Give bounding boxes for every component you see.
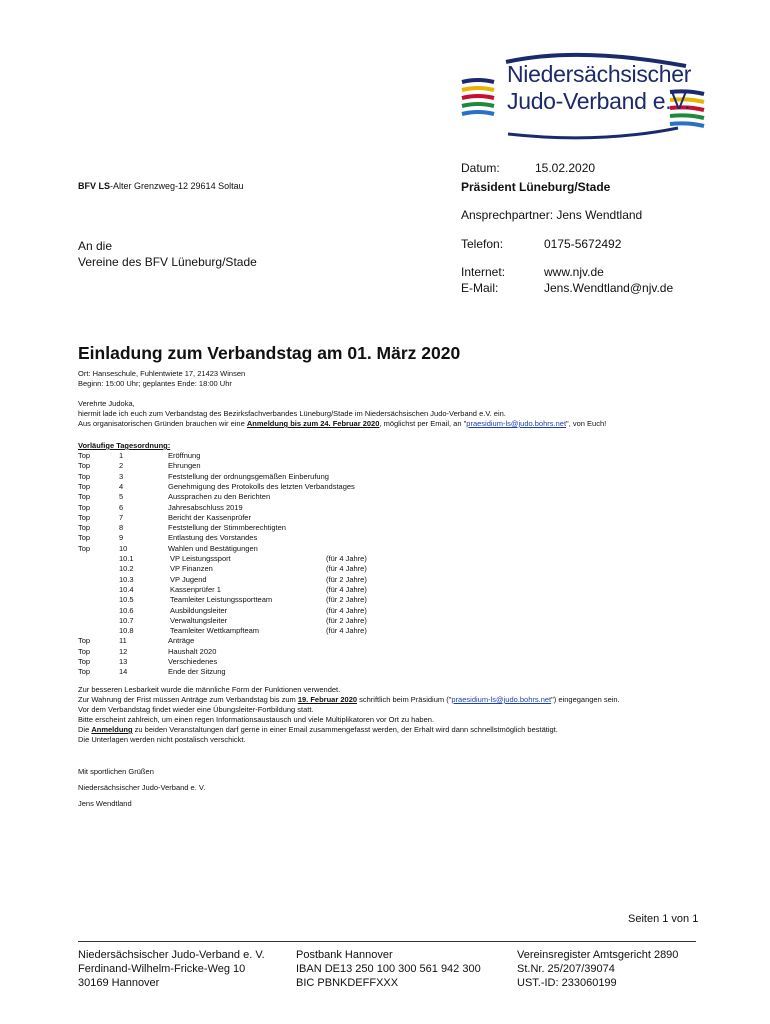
- closing-greeting: Mit sportlichen Grüßen: [78, 767, 154, 776]
- praesidium-email-link-2[interactable]: praesidium-ls@judo.bohrs.net: [451, 695, 552, 704]
- agenda-item: [78, 667, 378, 677]
- footer-col-register: [517, 948, 678, 990]
- page-number: Seiten 1 von 1: [628, 913, 699, 925]
- note-line-2-b: schriftlich beim Präsidium (": [357, 695, 452, 704]
- agenda-top-label: Top: [78, 492, 91, 502]
- agenda-item: [78, 451, 378, 461]
- agenda-item: [78, 482, 378, 492]
- contact-person: Ansprechpartner: Jens Wendtland: [461, 208, 643, 222]
- agenda-item: [78, 461, 378, 471]
- intro-line-2: [78, 419, 606, 429]
- note-line-2-c: ") eingegangen sein.: [551, 695, 620, 704]
- agenda-item: [78, 513, 378, 523]
- agenda-item-number: 10.6: [119, 605, 134, 615]
- page-title: Einladung zum Verbandstag am 01. März 2020: [78, 343, 461, 363]
- footer-register-line: St.Nr. 25/207/39074: [517, 963, 615, 975]
- agenda-top-label: Top: [78, 471, 91, 481]
- footer-register-line: Vereinsregister Amtsgericht 2890: [517, 949, 679, 961]
- agenda-item-number: 2: [119, 461, 124, 471]
- footer-address-line: Niedersächsischer Judo-Verband e. V.: [78, 949, 265, 961]
- agenda-item: [78, 472, 378, 482]
- agenda-item: [78, 585, 378, 595]
- datum-label: Datum:: [461, 161, 500, 175]
- intro-line-1: hiermit lade ich euch zum Verbandstag des Bezirksfachverbandes Lüneburg/Stade im Niedersächsischen Judo-Verband e.V. ein.: [78, 409, 506, 418]
- agenda-item-text: Bericht der Kassenprüfer: [168, 512, 251, 522]
- agenda-top-label: Top: [78, 657, 91, 666]
- email-label: E-Mail:: [461, 281, 499, 295]
- recipient-title: Präsident Lüneburg/Stade: [461, 180, 611, 194]
- agenda-top-label: Top: [78, 543, 91, 553]
- praesidium-email-link[interactable]: praesidium-ls@judo.bohrs.net: [466, 419, 567, 428]
- note-line-1: Zur besseren Lesbarkeit wurde die männliche Form der Funktionen verwendet.: [78, 685, 341, 694]
- agenda-item-text: Aussprachen zu den Berichten: [168, 492, 271, 502]
- footer-register-line: UST.-ID: 233060199: [517, 977, 617, 989]
- njv-logo: [448, 52, 710, 140]
- footer-address-line: 30169 Hannover: [78, 977, 160, 989]
- logo-line-2: Judo-Verband e.V.: [507, 88, 691, 114]
- agenda-item: [78, 606, 378, 616]
- note-line-5: [78, 725, 558, 735]
- agenda-item-term: (für 2 Jahre): [326, 574, 367, 584]
- recipient-line-2: Vereine des BFV Lüneburg/Stade: [78, 255, 257, 269]
- agenda-item-text: Anträge: [168, 636, 195, 646]
- logo-line-1: Niedersächsischer: [507, 61, 692, 87]
- footer-address-line: Ferdinand-Wilhelm-Fricke-Weg 10: [78, 963, 246, 975]
- note-line-5-b: zu beiden Veranstaltungen darf gerne in einer Email zusammengefasst werden, der Erhalt wird dann schnellstmöglich bestätigt.: [132, 725, 558, 734]
- agenda-item-text: Ende der Sitzung: [168, 667, 226, 677]
- meta-ort: Ort: Hanseschule, Fuhlentwiete 17, 21423 Winsen: [78, 369, 246, 378]
- agenda-item: [78, 503, 378, 513]
- agenda-item: [78, 492, 378, 502]
- email-value: Jens.Wendtland@njv.de: [544, 281, 674, 295]
- internet-label: Internet:: [461, 265, 506, 279]
- agenda-top-label: Top: [78, 502, 91, 512]
- agenda-item: [78, 616, 378, 626]
- intro-line-2-b: , möglichst per Email, an ": [379, 419, 467, 428]
- agenda-item-text: Kassenprüfer 1: [170, 584, 221, 594]
- agenda-item-number: 5: [119, 492, 124, 502]
- agenda-top-label: Top: [78, 636, 91, 646]
- agenda-top-label: Top: [78, 512, 91, 522]
- agenda-item: [78, 564, 378, 574]
- agenda-item-text: Genehmigung des Protokolls des letzten Verbandstages: [168, 481, 355, 491]
- agenda-item-text: Haushalt 2020: [168, 646, 217, 656]
- internet-value: www.njv.de: [544, 265, 604, 279]
- intro-line-2-c: ", von Euch!: [566, 419, 607, 428]
- closing-org: Niedersächsischer Judo-Verband e. V.: [78, 783, 206, 792]
- note-line-5-a: Die: [78, 725, 92, 734]
- agenda-item-term: (für 4 Jahre): [326, 554, 367, 563]
- agenda-item: [78, 554, 378, 564]
- agenda-item: [78, 575, 378, 585]
- agenda-title: Vorläufige Tagesordnung:: [78, 441, 171, 450]
- agenda-item-number: 6: [119, 502, 124, 512]
- agenda-item-text: Verwaltungsleiter: [170, 615, 228, 625]
- agenda-item-term: (für 2 Jahre): [326, 615, 367, 625]
- agenda-item-text: Teamleiter Wettkampfteam: [170, 626, 260, 636]
- footer-col-bank: [296, 948, 481, 990]
- agenda-item-term: (für 4 Jahre): [326, 564, 367, 574]
- agenda-item-number: 9: [119, 533, 124, 543]
- agenda-item-term: (für 4 Jahre): [326, 605, 367, 615]
- agenda-item-number: 13: [119, 657, 128, 666]
- agenda-item-text: Verschiedenes: [168, 657, 218, 666]
- agenda-top-label: Top: [78, 667, 91, 677]
- agenda-top-label: Top: [78, 646, 91, 656]
- agenda-item-term: (für 4 Jahre): [326, 584, 367, 594]
- agenda-item: [78, 636, 378, 646]
- agenda-item: [78, 626, 378, 636]
- agenda-item-number: 12: [119, 646, 128, 656]
- sender-rest: -Alter Grenzweg-12 29614 Soltau: [110, 181, 244, 191]
- footer-bank-line: Postbank Hannover: [296, 949, 393, 961]
- agenda-item-number: 14: [119, 667, 128, 677]
- closing-name: Jens Wendtland: [78, 799, 132, 808]
- agenda-item-number: 10.3: [119, 574, 134, 584]
- agenda-item: [78, 523, 378, 533]
- agenda-top-label: Top: [78, 533, 91, 543]
- sender-line: [78, 181, 244, 191]
- note-line-2-a: Zur Wahrung der Frist müssen Anträge zum Verbandstag bis zum: [78, 695, 298, 704]
- agenda-item-term: (für 2 Jahre): [326, 595, 367, 605]
- datum-value: 15.02.2020: [535, 161, 596, 175]
- agenda-item-text: VP Jugend: [170, 574, 207, 584]
- agenda-item-number: 4: [119, 481, 124, 491]
- agenda-item-number: 10: [119, 543, 128, 553]
- agenda-item: [78, 595, 378, 605]
- agenda-top-label: Top: [78, 461, 91, 471]
- agenda-item-term: (für 4 Jahre): [326, 626, 367, 636]
- agenda-item-text: Ausbildungsleiter: [170, 605, 228, 615]
- agenda-item-number: 10.7: [119, 615, 134, 625]
- footer-bank-line: IBAN DE13 250 100 300 561 942 300: [296, 963, 481, 975]
- telefon-value: 0175-5672492: [544, 237, 622, 251]
- agenda-item: [78, 544, 378, 554]
- recipient-line-1: An die: [78, 239, 113, 253]
- agenda-item: [78, 657, 378, 667]
- telefon-label: Telefon:: [461, 237, 504, 251]
- motion-deadline: 19. Februar 2020: [297, 695, 358, 704]
- footer-bank-line: BIC PBNKDEFFXXX: [296, 977, 399, 989]
- agenda-item-number: 3: [119, 471, 124, 481]
- agenda-item-number: 10.2: [119, 564, 134, 574]
- agenda-item-text: VP Finanzen: [170, 564, 213, 574]
- agenda-top-label: Top: [78, 451, 91, 460]
- agenda-item-text: Entlastung des Vorstandes: [168, 533, 258, 543]
- agenda-item-number: 11: [119, 636, 127, 646]
- intro-greeting: Verehrte Judoka,: [78, 399, 135, 408]
- agenda-item-number: 8: [119, 523, 124, 533]
- agenda-top-label: Top: [78, 481, 91, 491]
- agenda-item-number: 10.1: [119, 554, 134, 563]
- agenda-item-number: 10.5: [119, 595, 134, 605]
- agenda-item-text: VP Leistungssport: [170, 554, 231, 563]
- footer-col-address: [78, 948, 265, 990]
- agenda-item-number: 1: [119, 451, 124, 460]
- note-line-6: Die Unterlagen werden nicht postalisch verschickt.: [78, 735, 246, 744]
- note-line-4: Bitte erscheint zahlreich, um einen regen Informationsaustausch und viele Multiplikatoren vor Ort zu haben.: [78, 715, 435, 724]
- agenda-item-text: Teamleiter Leistungssportteam: [170, 595, 273, 605]
- agenda-item-text: Ehrungen: [168, 461, 201, 471]
- footer-divider: [78, 941, 696, 942]
- agenda-item-number: 10.4: [119, 584, 134, 594]
- meta-beginn: Beginn: 15:00 Uhr; geplantes Ende: 18:00 Uhr: [78, 379, 232, 388]
- agenda-top-label: Top: [78, 523, 91, 533]
- agenda-item-text: Wahlen und Bestätigungen: [168, 543, 258, 553]
- note-line-2: [78, 695, 620, 705]
- agenda-item-text: Jahresabschluss 2019: [168, 502, 243, 512]
- agenda-item-text: Eröffnung: [168, 451, 201, 460]
- agenda-item-number: 10.8: [119, 626, 134, 636]
- registration-emphasis: Anmeldung: [91, 725, 133, 734]
- registration-deadline: Anmeldung bis zum 24. Februar 2020: [246, 419, 380, 428]
- agenda-item-text: Feststellung der ordnungsgemäßen Einberufung: [168, 471, 329, 481]
- agenda-item-text: Feststellung der Stimmberechtigten: [168, 523, 286, 533]
- sender-prefix: BFV LS: [78, 181, 111, 191]
- agenda-item: [78, 647, 378, 657]
- agenda-item-number: 7: [119, 512, 124, 522]
- note-line-3: Vor dem Verbandstag findet wieder eine Übungsleiter-Fortbildung statt.: [78, 705, 314, 714]
- intro-line-2-a: Aus organisatorischen Gründen brauchen wir eine: [78, 419, 247, 428]
- agenda-item: [78, 533, 378, 543]
